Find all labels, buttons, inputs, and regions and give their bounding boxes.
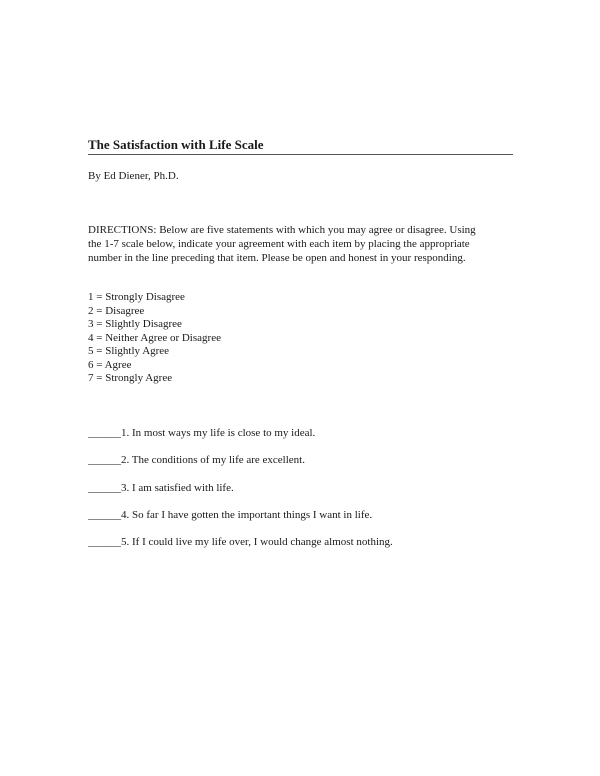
statement-item: ______2. The conditions of my life are excellent. [88,454,305,467]
scale-item: 4 = Neither Agree or Disagree [88,331,221,344]
scale-item: 6 = Agree [88,358,132,371]
statement-list [88,427,393,563]
scale-item: 5 = Slightly Agree [88,345,170,357]
scale-item: 2 = Disagree [88,304,145,317]
directions-line: number in the line preceding that item. Please be open and honest in your responding. [88,252,466,264]
scale-item: 3 = Slightly Disagree [88,318,182,330]
scale-item: 7 = Strongly Agree [88,372,173,384]
directions-paragraph [88,223,488,265]
directions-line: DIRECTIONS: Below are five statements with which you may agree or disagree. Using [88,224,476,236]
author-line: By Ed Diener, Ph.D. [88,170,179,182]
directions-line: the 1-7 scale below, indicate your agreement with each item by placing the appropriate [88,238,470,250]
page-title: The Satisfaction with Life Scale [88,137,264,152]
scale-item: 1 = Strongly Disagree [88,291,185,303]
title-underline [88,154,513,155]
statement-item: ______4. So far I have gotten the important things I want in life. [88,508,373,521]
statement-item: ______3. I am satisfied with life. [88,481,234,494]
statement-item: ______5. If I could live my life over, I would change almost nothing. [88,536,393,549]
statement-item: ______1. In most ways my life is close to my ideal. [88,427,316,439]
rating-scale-list [88,291,221,386]
